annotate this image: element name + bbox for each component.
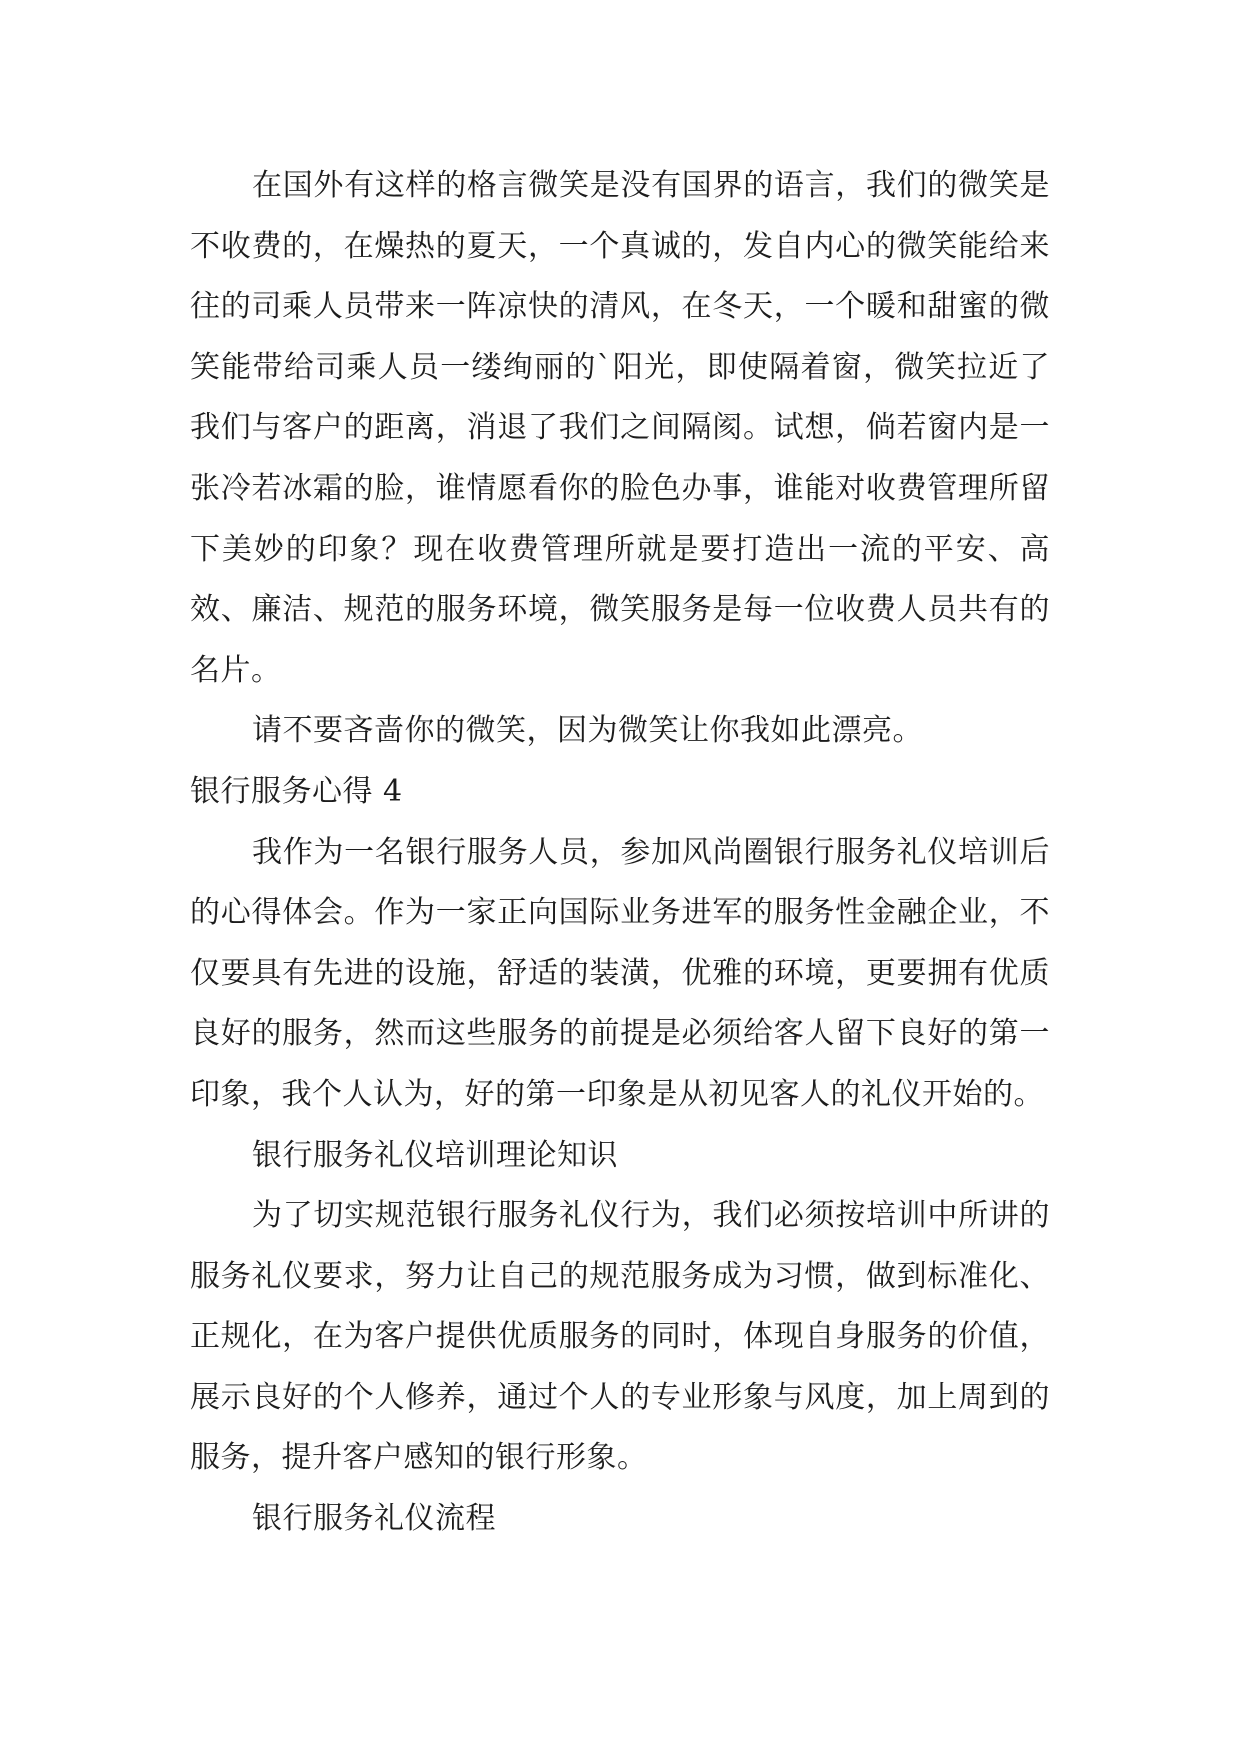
paragraph-smile-proverb: 在国外有这样的格言微笑是没有国界的语言，我们的微笑是不收费的，在燥热的夏天，一个真诚的，发自内心的微笑能给来往的司乘人员带来一阵凉快的清风，在冬天，一个暖和甜蜜的微笑能带给司乘人员一缕绚丽的`阳光，即使隔着窗，微笑拉近了我们与客户的距离，消退了我们之间隔阂。试想，倘若窗内是一张冷若冰霜的脸，谁情愿看你的脸色办事，谁能对收费管理所留下美妙的印象？现在收费管理所就是要打造出一流的平安、高效、廉洁、规范的服务环境，微笑服务是每一位收费人员共有的名片。 [190,168,1050,688]
paragraph-etiquette-training: 我作为一名银行服务人员，参加风尚圈银行服务礼仪培训后的心得体会。作为一家正向国际业务进军的服务性金融企业，不仅要具有先进的设施，舒适的装潢，优雅的环境，更要拥有优质良好的服务，然而这些服务的前提是必须给客人留下良好的第一印象，我个人认为，好的第一印象是从初见客人的礼仪开始的。 [190,834,1050,1112]
subheading-process: 银行服务礼仪流程 [252,1501,496,1537]
section-heading: 银行服务心得 4 [190,773,403,809]
document-body [190,156,1050,1550]
paragraph-standardization: 为了切实规范银行服务礼仪行为，我们必须按培训中所讲的服务礼仪要求，努力让自己的规范服务成为习惯，做到标准化、正规化，在为客户提供优质服务的同时，体现自身服务的价值，展示良好的个人修养，通过个人的专业形象与风度，加上周到的服务，提升客户感知的银行形象。 [190,1198,1050,1476]
subheading-theory: 银行服务礼仪培训理论知识 [252,1137,618,1173]
paragraph-smile-closing: 请不要吝啬你的微笑，因为微笑让你我如此漂亮。 [252,713,923,749]
